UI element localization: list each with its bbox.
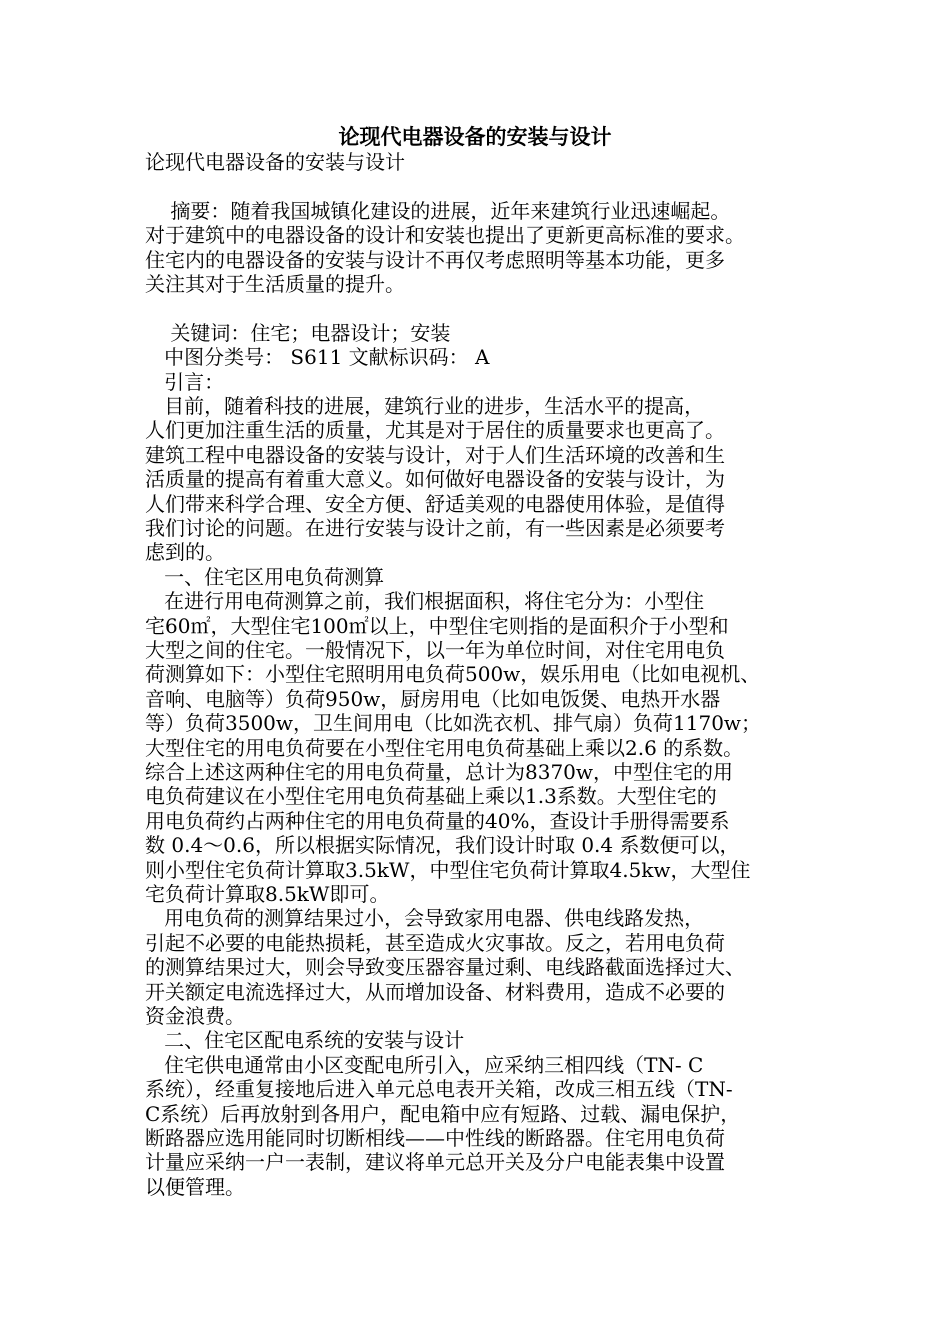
text-line: 计量应采纳一户一表制，建议将单元总开关及分户电能表集中设置 bbox=[145, 1150, 725, 1175]
text-line: 人们更加注重生活的质量，尤其是对于居住的质量要求也更高了。 bbox=[145, 418, 725, 443]
text-line: 宅60㎡，大型住宅100㎡以上，中型住宅则指的是面积介于小型和 bbox=[145, 613, 729, 638]
text-line: 摘要：随着我国城镇化建设的进展，近年来建筑行业迅速崛起。 bbox=[145, 198, 731, 223]
text-line: 则小型住宅负荷计算取3.5kW，中型住宅负荷计算取4.5kw，大型住 bbox=[145, 857, 751, 882]
text-line: 用电负荷的测算结果过小，会导致家用电器、供电线路发热， bbox=[145, 906, 705, 931]
text-line: 在进行用电荷测算之前，我们根据面积，将住宅分为：小型住 bbox=[145, 589, 705, 614]
text-line: 等）负荷3500w，卫生间用电（比如洗衣机、排气扇）负荷1170w； bbox=[145, 711, 762, 736]
text-line: 对于建筑中的电器设备的设计和安装也提出了更新更高标准的要求。 bbox=[145, 223, 745, 248]
text-line: 大型住宅的用电负荷要在小型住宅用电负荷基础上乘以2.6 的系数。 bbox=[145, 735, 744, 760]
text-line: 论现代电器设备的安装与设计 bbox=[145, 150, 405, 174]
text-line: 住宅供电通常由小区变配电所引入，应采纳三相四线（TN- C bbox=[145, 1052, 704, 1077]
text-line: 活质量的提高有着重大意义。如何做好电器设备的安装与设计，为 bbox=[145, 467, 725, 492]
text-line: 大型之间的住宅。一般情况下，以一年为单位时间，对住宅用电负 bbox=[145, 638, 725, 662]
text-line: 的测算结果过大，则会导致变压器容量过剩、电线路截面选择过大、 bbox=[145, 955, 745, 980]
text-line: 断路器应选用能同时切断相线——中性线的断路器。住宅用电负荷 bbox=[145, 1126, 725, 1150]
text-line: 以便管理。 bbox=[145, 1174, 245, 1199]
text-line: 荷测算如下：小型住宅照明用电负荷500w，娱乐用电（比如电视机、 bbox=[145, 662, 761, 687]
text-line: 数 0.4～0.6，所以根据实际情况，我们设计时取 0.4 系数便可以， bbox=[145, 833, 740, 858]
text-line: 关键词：住宅；电器设计；安装 bbox=[145, 320, 451, 345]
text-line: 虑到的。 bbox=[145, 540, 225, 565]
text-line: 二、住宅区配电系统的安装与设计 bbox=[145, 1028, 465, 1053]
text-line: 人们带来科学合理、安全方便、舒适美观的电器使用体验，是值得 bbox=[145, 491, 725, 516]
text-line: 电负荷建议在小型住宅用电负荷基础上乘以1.3系数。大型住宅的 bbox=[145, 784, 717, 809]
text-line: 一、住宅区用电负荷测算 bbox=[145, 564, 385, 589]
text-line: 我们讨论的问题。在进行安装与设计之前，有一些因素是必须要考 bbox=[145, 516, 725, 540]
text-line: 系统），经重复接地后进入单元总电表开关箱，改成三相五线（TN- bbox=[145, 1077, 733, 1102]
text-line: 资金浪费。 bbox=[145, 1004, 245, 1028]
text-line: 引起不必要的电能热损耗，甚至造成火灾事故。反之，若用电负荷 bbox=[145, 930, 725, 955]
document-title: 论现代电器设备的安装与设计 bbox=[338, 124, 612, 149]
text-line: 目前，随着科技的进展，建筑行业的进步，生活水平的提高， bbox=[145, 394, 705, 418]
text-line: 引言： bbox=[145, 369, 225, 394]
text-line: C系统）后再放射到各用户，配电箱中应有短路、过载、漏电保护， bbox=[145, 1101, 741, 1126]
text-line: 中图分类号： S611 文献标识码： A bbox=[145, 345, 490, 370]
text-line: 关注其对于生活质量的提升。 bbox=[145, 272, 405, 296]
text-line: 音响、电脑等）负荷950w，厨房用电（比如电饭煲、电热开水器 bbox=[145, 686, 721, 711]
text-line: 综合上述这两种住宅的用电负荷量，总计为8370w，中型住宅的用 bbox=[145, 760, 734, 784]
text-line: 建筑工程中电器设备的安装与设计，对于人们生活环境的改善和生 bbox=[145, 442, 725, 467]
text-line: 住宅内的电器设备的安装与设计不再仅考虑照明等基本功能，更多 bbox=[145, 247, 725, 272]
text-line: 开关额定电流选择过大，从而增加设备、材料费用，造成不必要的 bbox=[145, 979, 725, 1004]
text-line: 宅负荷计算取8.5kW即可。 bbox=[145, 882, 390, 906]
text-line: 用电负荷约占两种住宅的用电负荷量的40%，查设计手册得需要系 bbox=[145, 808, 730, 833]
